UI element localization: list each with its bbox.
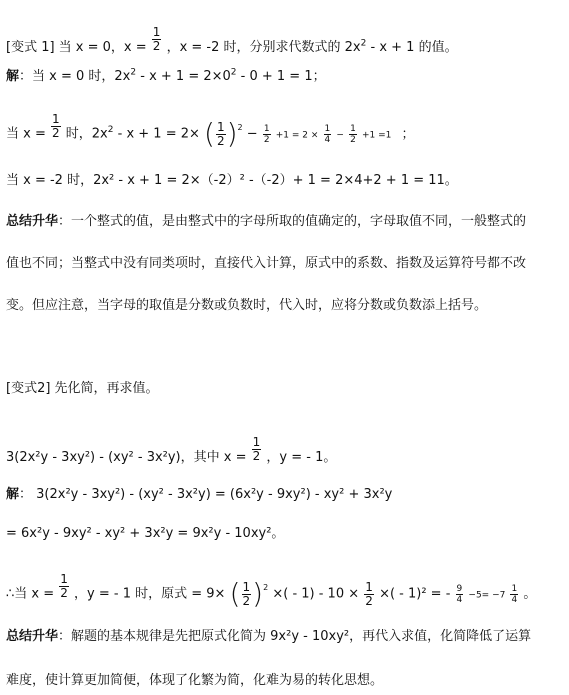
v2-solution-line-1: 解： 3(2x²y - 3xy²) - (xy² - 3x²y) = (6x²y - 9xy²) - xy² + 3x²y	[6, 487, 393, 502]
paren-half-squared: ( 1 2 ) 2	[229, 577, 269, 610]
paren-half-squared: ( 1 2 ) 2	[204, 117, 243, 150]
solution-label: 解	[6, 487, 20, 502]
fraction-half: $\frac{1}{2}$	[152, 25, 161, 53]
fraction-half: $\frac{1}{2}$	[52, 111, 60, 140]
fraction-half: $\frac{1}{2}$	[365, 579, 373, 608]
v1-solution-line-1: 解：当 x = 0 时，$2x^2 - x + 1 = 2\times 0^2 - 0 + 1 = 1$；	[6, 67, 326, 84]
fraction-nine-quarters: $\frac{9}{4}$	[456, 583, 463, 605]
v1-question-text-c: - x + 1 的值。	[366, 40, 458, 55]
v1-question: [变式 1] 当 x = 0，x = $\frac{1}{2}$ ，x = -2 时，分别求代数式的 $2x^2 - x + 1$ 的值。	[6, 25, 458, 55]
v1-summary-line-3: 变。但应注意，当字母的取值是分数或负数时，代入时，应将分数或负数添上括号。	[6, 298, 488, 313]
v1-summary-line-2: 值也不同；当整式中没有同类项时，直接代入计算，原式中的系数、指数及运算符号都不改	[6, 256, 527, 271]
fraction-one-quarter: $\frac{1}{4}$	[511, 583, 518, 605]
summary-label: 总结升华	[6, 629, 59, 644]
v1-summary-line-1: 总结升华：一个整式的值，是由整式中的字母所取的值确定的，字母取值不同，一般整式的	[6, 214, 527, 229]
v2-title: [变式2] 先化简，再求值。	[6, 381, 159, 396]
v1-question-text-a: [变式 1] 当 x = 0，x =	[6, 40, 147, 55]
solution-label: 解	[6, 69, 20, 84]
summary-label: 总结升华	[6, 214, 59, 229]
v2-problem: 3(2x²y - 3xy²) - (xy² - 3x²y)，其中 x = $\frac{1}{2}$ ，y = - 1。	[6, 435, 337, 465]
fraction-quarter-small: $\frac{1}{4}$	[324, 123, 331, 145]
v2-summary-line-2: 难度，使计算更加简便，体现了化繁为简，化难为易的转化思想。	[6, 673, 384, 688]
v2-solution-line-2: = 6x²y - 9xy² - xy² + 3x²y = 9x²y - 10xy²。	[6, 526, 285, 541]
fraction-half-small: $\frac{1}{2}$	[263, 123, 270, 145]
v2-solution-line-3: ∴当 x = $\frac{1}{2}$ ，y = - 1 时，原式 = 9× ( 1 2 ) 2 ×( - 1) - 10 × $\frac{1}{2}$ ×( - 1)² = - $\frac{9}{4}$ −5= −7 $\frac{1}{4}$ 。	[6, 574, 536, 615]
v1-solution-line-2: 当 x = $\frac{1}{2}$ 时，$2x^2 - x + 1 = 2\times$ ( 1 2 ) 2 − $\frac{1}{2}$ +1 = 2 × $\frac{1}{4}$ − $\frac{1}{2}$ +1 =1 ；	[6, 114, 415, 155]
fraction-half: $\frac{1}{2}$	[60, 571, 68, 600]
v2-summary-line-1: 总结升华：解题的基本规律是先把原式化简为 9x²y - 10xy²，再代入求值，化简降低了运算	[6, 629, 532, 644]
v1-question-text-b: ，x = -2 时，分别求代数式的 2x	[166, 40, 361, 55]
v1-solution-line-3: 当 x = -2 时，2x² - x + 1 = 2×（-2）² -（-2）+ 1 = 2×4+2 + 1 = 11。	[6, 173, 458, 188]
fraction-half-small: $\frac{1}{2}$	[350, 123, 356, 145]
fraction-half: $\frac{1}{2}$	[252, 435, 261, 463]
